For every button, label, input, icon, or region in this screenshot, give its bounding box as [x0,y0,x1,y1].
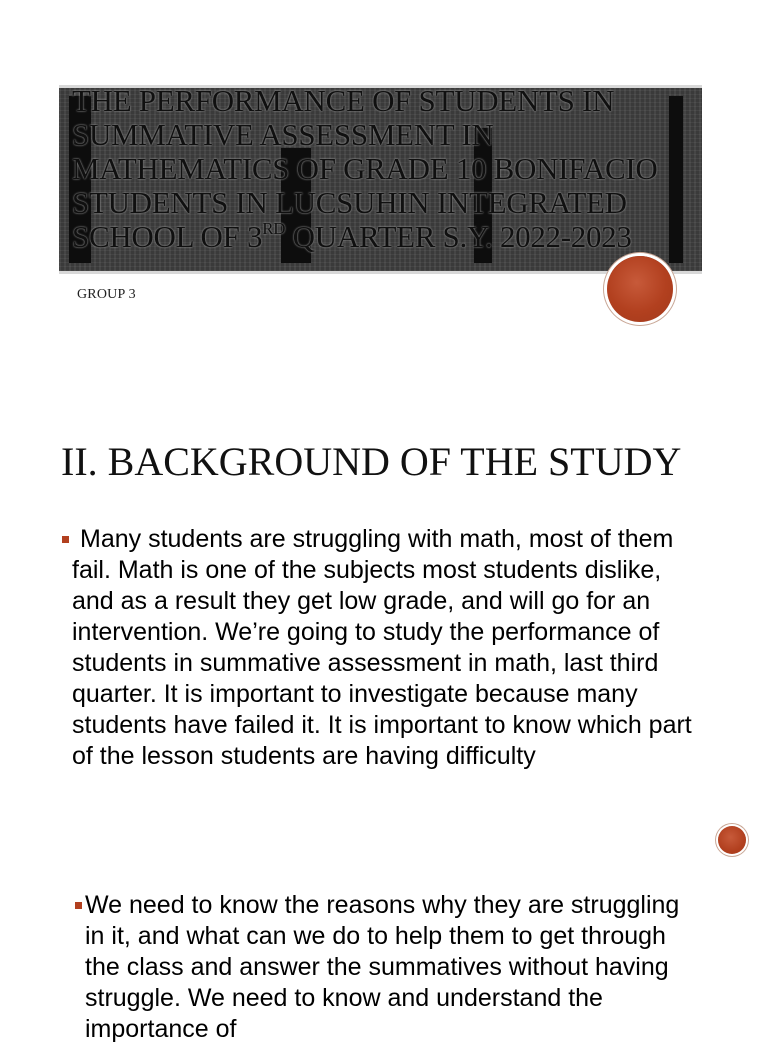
title-main: THE PERFORMANCE OF STUDENTS IN SUMMATIVE ASSESSMENT IN MATHEMATICS OF GRADE 10 BONIFACIO STUDENTS IN LUCSUHIN INTEGRATED SCHOOL OF 3 [72,83,658,254]
group-label: GROUP 3 [77,287,136,302]
title-superscript: RD [262,219,286,238]
bullet-paragraph [85,890,705,1045]
accent-circle-large [607,256,673,322]
bullet-marker [75,902,82,909]
section-heading: II. BACKGROUND OF THE STUDY [61,439,682,484]
bullet-text: We need to know the reasons why they are struggling in it, and what can we do to help them to get through the class and answer the summatives without having struggle. We need to know and understand the importance of [85,891,680,1043]
bullet-paragraph [72,524,702,772]
slide-title [72,84,702,254]
accent-circle-small [718,826,746,854]
bullet-text: Many students are struggling with math, most of them fail. Math is one of the subjects most students dislike, and as a result they get low grade, and will go for an intervention. We’re going to study the performance of students in summative assessment in math, last third quarter. It is important to investigate because many students have failed it. It is important to know which part of the lesson students are having difficulty [72,525,692,770]
bullet-marker [62,536,69,543]
title-end: QUARTER S.Y. 2022-2023 [285,219,632,254]
